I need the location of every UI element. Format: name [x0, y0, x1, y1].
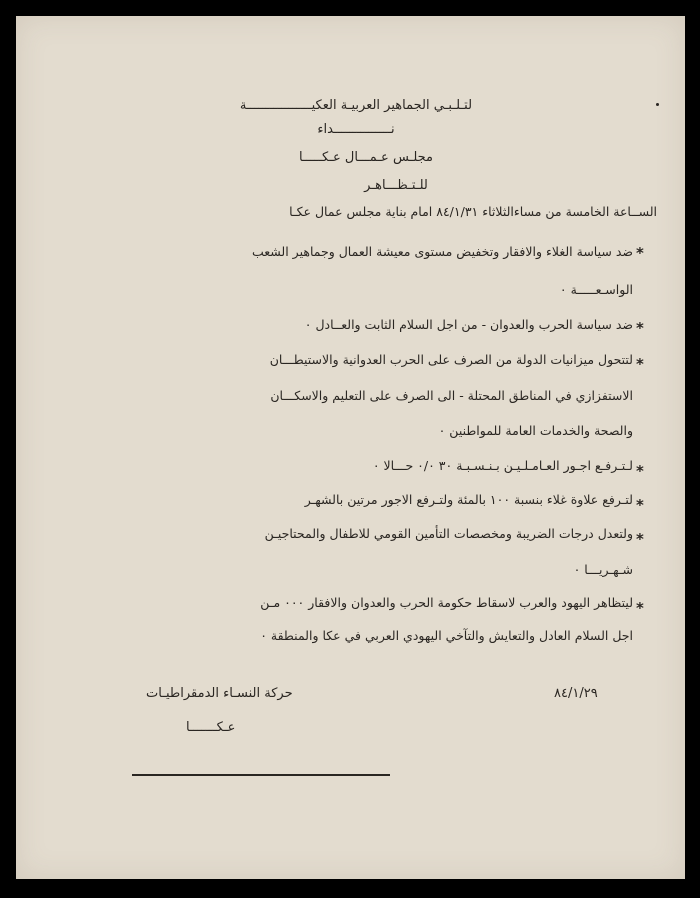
bullet-star-icon: * — [636, 496, 644, 514]
demand-7-line-1: ليتظاهر اليهود والعرب لاسقاط حكومة الحرب والعدوان والافقار ٠٠٠ مـن — [260, 595, 633, 610]
demand-2-line-1: ضد سياسة الحرب والعدوان - من اجل السلام الثابت والعــادل ٠ — [304, 317, 633, 332]
flyer-page — [16, 16, 685, 879]
bullet-star-icon: * — [636, 599, 644, 617]
bullet-star-icon: * — [636, 530, 644, 548]
header-line-1: لتـلـبـي الجماهير العربيـة العكيـــــــــــــــــة — [239, 98, 473, 113]
footer-city: عـكـــــــا — [186, 720, 236, 735]
stray-dot — [656, 103, 659, 106]
footer-organization: حركة النسـاء الدمقراطيـات — [146, 686, 293, 701]
demand-1-line-2: الواسـعـــــة ٠ — [559, 282, 633, 297]
header-line-4: للـتـظـــاهـر — [364, 178, 428, 193]
bullet-star-icon: * — [636, 355, 644, 373]
demand-6-line-2: شـهـريـــا ٠ — [573, 562, 633, 577]
demand-1-line-1: ضد سياسة الغلاء والافقار وتخفيض مستوى معيشة العمال وجماهير الشعب — [251, 244, 633, 259]
demand-3-line-2: الاستفزازي في المناطق المحتلة - الى الصرف على التعليم والاسكـــان — [270, 388, 633, 403]
demand-6-line-1: ولتعدل درجات الضريبة ومخصصات التأمين القومي للاطفال والمحتاجيـن — [264, 526, 633, 541]
demand-3-line-1: لتتحول ميزانيات الدولة من الصرف على الحرب العدوانية والاستيطـــان — [269, 352, 633, 367]
demand-4-line-1: لـتـرفـع اجـور العـامـلـيـن بـنـسـبـة ٣٠ ٠/٠ حـــالا ٠ — [372, 458, 633, 473]
header-line-3: مجلـس عـمـــال عـكـــــا — [299, 150, 433, 165]
header-line-2: نـــــــــــــــداء — [317, 122, 395, 137]
footer-date: ٨٤/١/٢٩ — [554, 686, 598, 701]
bullet-star-icon: * — [636, 462, 644, 480]
demand-5-line-1: لتـرفع علاوة غلاء بنسبة ١٠٠ بالمئة ولتـرفع الاجور مرتين بالشهـر — [304, 492, 633, 507]
bullet-star-icon: * — [636, 244, 644, 262]
bullet-star-icon: * — [636, 319, 644, 337]
time-place-line: الســاعة الخامسة من مساءالثلاثاء ٨٤/١/٣١ امام بناية مجلس عمال عكـا — [289, 204, 657, 219]
demand-7-line-2: اجل السلام العادل والتعايش والتآخي اليهودي العربي في عكا والمنطقة ٠ — [260, 628, 633, 643]
signature-line — [132, 774, 390, 776]
demand-3-line-3: والصحة والخدمات العامة للمواطنين ٠ — [438, 423, 633, 438]
